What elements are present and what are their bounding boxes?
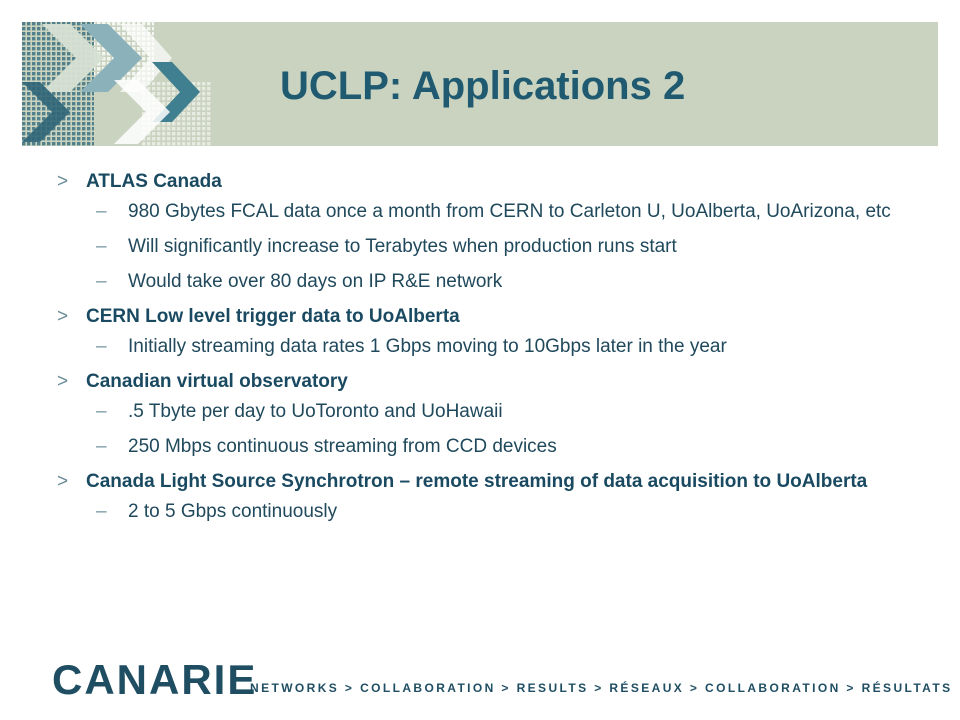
bullet-virtual-observatory	[56, 370, 916, 393]
bullet-list	[56, 170, 916, 535]
bullet-label: Canadian virtual observatory	[86, 371, 348, 392]
sub-bullet-marker: –	[96, 336, 107, 357]
sub-bullet	[56, 235, 916, 258]
sub-bullet-text: 980 Gbytes FCAL data once a month from CERN to Carleton U, UoAlberta, UoArizona, etc	[128, 201, 891, 222]
sub-bullet-marker: –	[96, 201, 107, 222]
bullet-marker: >	[57, 471, 69, 492]
sub-bullet-text: 2 to 5 Gbps continuously	[128, 501, 338, 522]
sub-bullet	[56, 335, 916, 358]
sub-bullet-text: .5 Tbyte per day to UoToronto and UoHawaii	[128, 401, 503, 422]
sub-bullet-marker: –	[96, 501, 107, 522]
sub-bullet	[56, 270, 916, 293]
bullet-label: Canada Light Source Synchrotron – remote streaming of data acquisition to UoAlberta	[86, 471, 868, 492]
bullet-marker: >	[57, 371, 69, 392]
sub-bullet-text: Would take over 80 days on IP R&E network	[128, 271, 503, 292]
sub-bullet	[56, 400, 916, 423]
sub-bullet-marker: –	[96, 401, 107, 422]
footer	[52, 656, 953, 703]
bullet-atlas-canada	[56, 170, 916, 193]
slide-title: UCLP: Applications 2	[280, 64, 686, 108]
sub-bullet	[56, 435, 916, 458]
bullet-marker: >	[57, 306, 69, 327]
chevron-pattern-icon	[22, 22, 222, 146]
bullet-label: CERN Low level trigger data to UoAlberta	[86, 306, 460, 327]
sub-bullet-marker: –	[96, 236, 107, 257]
sub-bullet	[56, 500, 916, 523]
sub-bullet	[56, 200, 916, 223]
sub-bullet-text: 250 Mbps continuous streaming from CCD devices	[128, 436, 557, 457]
bullet-light-source	[56, 470, 916, 493]
bullet-cern-trigger	[56, 305, 916, 328]
bullet-marker: >	[57, 171, 69, 192]
bullet-label: ATLAS Canada	[86, 171, 222, 192]
sub-bullet-text: Will significantly increase to Terabytes when production runs start	[128, 236, 677, 257]
canarie-logo: CANARIE	[52, 656, 258, 703]
footer-tagline: NETWORKS > COLLABORATION > RESULTS > RÉSEAUX > COLLABORATION > RÉSULTATS	[250, 681, 953, 695]
sub-bullet-marker: –	[96, 436, 107, 457]
sub-bullet-text: Initially streaming data rates 1 Gbps moving to 10Gbps later in the year	[128, 336, 727, 357]
sub-bullet-marker: –	[96, 271, 107, 292]
